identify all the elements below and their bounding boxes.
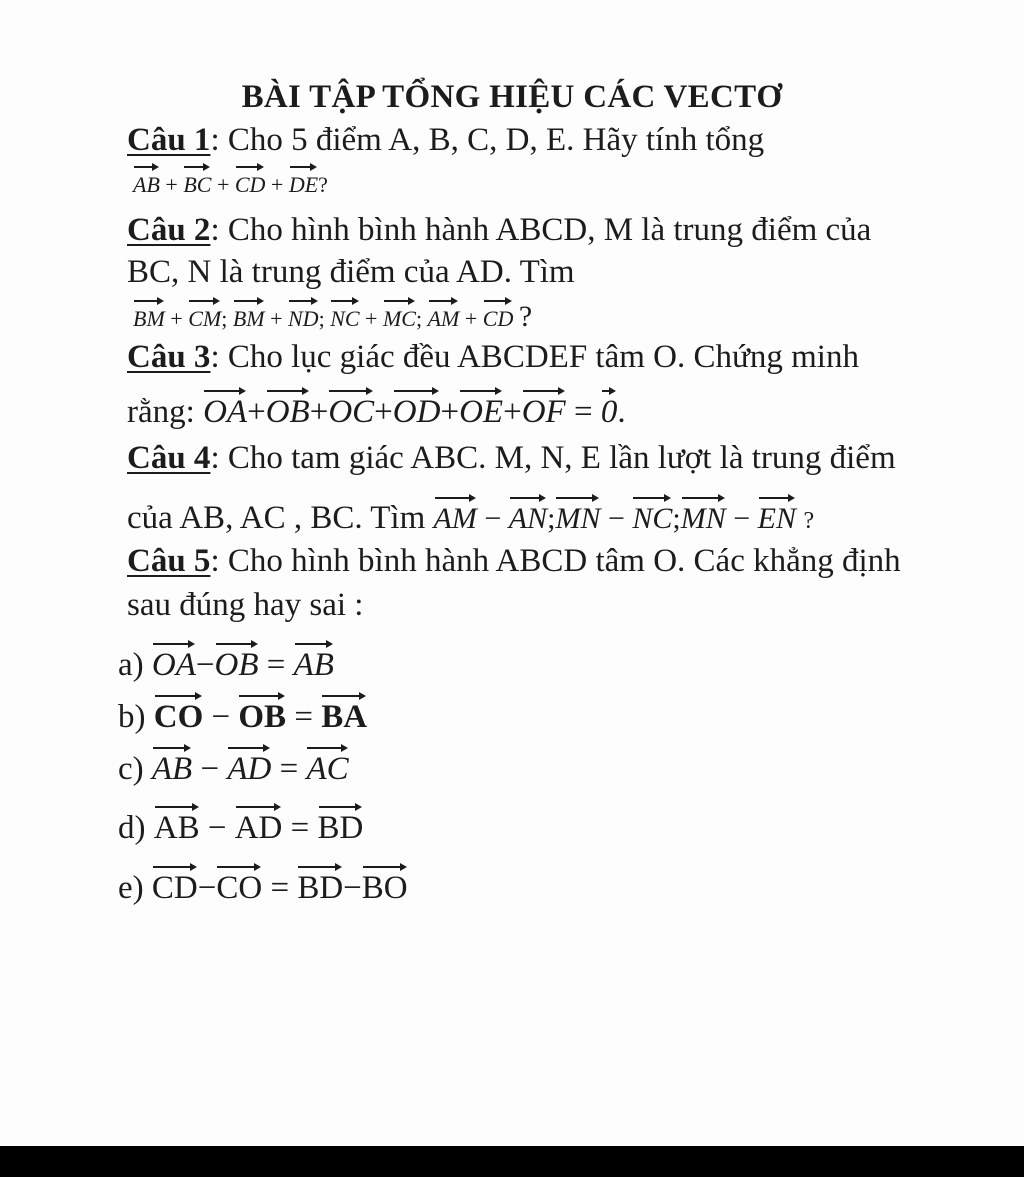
vector-bm: BM [233,296,265,336]
question-3-text-2: rằng: [127,394,195,430]
vector-mn: MN [681,493,726,539]
vector-cd: CD [483,296,514,336]
question-5-line-1 [127,541,901,581]
vector-ac: AC [306,743,348,789]
vector-ab: AB [152,743,192,789]
question-5-line-2: sau đúng hay sai : [127,587,364,623]
plus-sign: + [216,172,230,197]
minus-sign: − [484,502,502,535]
vector-de: DE [289,162,318,202]
vector-ob: OB [266,386,310,432]
separator: ; [672,502,681,535]
separator: ; [547,502,556,535]
statement-letter: b) [118,699,146,735]
vector-nc: NC [632,493,672,539]
question-3-label: Câu 3 [127,339,211,375]
vector-bm: BM [133,296,165,336]
statement-d [118,802,363,848]
vector-ab: AB [294,639,334,685]
plus-sign: + [503,394,522,430]
question-5-label: Câu 5 [127,543,211,579]
plus-sign: + [270,172,284,197]
vector-bd: BD [297,862,343,908]
vector-bo: BO [362,862,408,908]
vector-co: CO [154,691,204,737]
plus-sign: + [365,306,378,331]
statement-c [118,743,349,789]
question-4-text-2: của AB, AC , BC. Tìm [127,500,426,536]
minus-sign: − [197,870,217,906]
question-2-label: Câu 2 [127,212,211,248]
plus-sign: + [165,172,178,197]
vector-oe: OE [459,386,503,432]
statement-letter: e) [118,870,144,906]
vector-oa: OA [152,639,196,685]
equals-sign: = [279,751,299,787]
question-5-text-1: : Cho hình bình hành ABCD tâm O. Các khẳng định [210,543,901,579]
minus-sign: − [733,502,751,535]
question-4-line-1 [127,438,896,478]
question-1-text: : Cho 5 điểm A, B, C, D, E. Hãy tính tổng [210,122,765,158]
question-mark: ? [803,508,815,534]
separator: ; [415,306,423,331]
plus-sign: + [440,394,460,430]
minus-sign: − [343,870,362,906]
worksheet-title: BÀI TẬP TỔNG HIỆU CÁC VECTƠ [241,79,783,115]
question-3-line-2 [127,386,626,432]
vector-an: AN [509,493,547,539]
vector-bd: BD [318,802,364,848]
vector-cd: CD [235,162,266,202]
vector-am: AM [434,493,477,539]
question-1-line [127,120,764,160]
minus-sign: − [207,810,227,846]
statement-letter: a) [118,647,144,683]
statement-a [118,639,334,685]
question-3-line-1 [127,337,859,377]
question-4-label: Câu 4 [127,440,211,476]
vector-bc: BC [183,162,211,202]
question-2-expression [133,296,532,336]
minus-sign: − [200,751,220,787]
statement-e [118,862,408,908]
plus-sign: + [247,394,266,430]
question-4-text-1: : Cho tam giác ABC. M, N, E lần lượt là trung điểm [210,440,896,476]
vector-am: AM [428,296,460,336]
vector-en: EN [758,493,796,539]
vector-nd: ND [288,296,319,336]
vector-oc: OC [328,386,374,432]
vector-mc: MC [383,296,416,336]
vector-ob: OB [215,639,259,685]
question-2-line-1 [127,210,871,250]
plus-sign: + [270,306,283,331]
vector-ab: AB [133,162,160,202]
zero-vector: 0 [601,386,618,432]
vector-cd: CD [152,862,198,908]
minus-sign: − [211,699,231,735]
vector-nc: NC [330,296,359,336]
vector-ab: AB [154,802,200,848]
vector-ad: AD [227,743,271,789]
equals-sign: = [573,394,593,430]
period: . [617,394,626,430]
equals-sign: = [290,810,310,846]
vector-od: OD [393,386,441,432]
vector-cm: CM [188,296,221,336]
statement-letter: d) [118,810,146,846]
vector-ad: AD [235,802,283,848]
statement-b [118,691,367,737]
question-2-line-2: BC, N là trung điểm của AD. Tìm [127,254,575,290]
question-2-text-1: : Cho hình bình hành ABCD, M là trung điểm của [210,212,872,248]
question-4-expression [434,502,815,535]
question-3-text-1: : Cho lục giác đều ABCDEF tâm O. Chứng minh [210,339,859,375]
question-mark: ? [518,300,533,333]
equals-sign: = [266,647,286,683]
vector-mn: MN [555,493,600,539]
vector-ba: BA [321,691,367,737]
vector-ob: OB [238,691,286,737]
plus-sign: + [170,306,183,331]
question-1-label: Câu 1 [127,122,211,158]
question-4-line-2 [127,493,814,541]
question-mark: ? [318,172,328,197]
minus-sign: − [195,647,215,683]
vector-of: OF [522,386,566,432]
statement-letter: c) [118,751,144,787]
plus-sign: + [464,306,478,331]
separator: ; [221,306,228,331]
equals-sign: = [270,870,290,906]
vector-oa: OA [203,386,247,432]
separator: ; [318,306,325,331]
plus-sign: + [374,394,393,430]
vector-co: CO [216,862,262,908]
minus-sign: − [607,502,625,535]
plus-sign: + [309,394,329,430]
equals-sign: = [294,699,313,735]
bottom-black-bar [0,1146,1024,1177]
question-1-expression [133,162,328,202]
